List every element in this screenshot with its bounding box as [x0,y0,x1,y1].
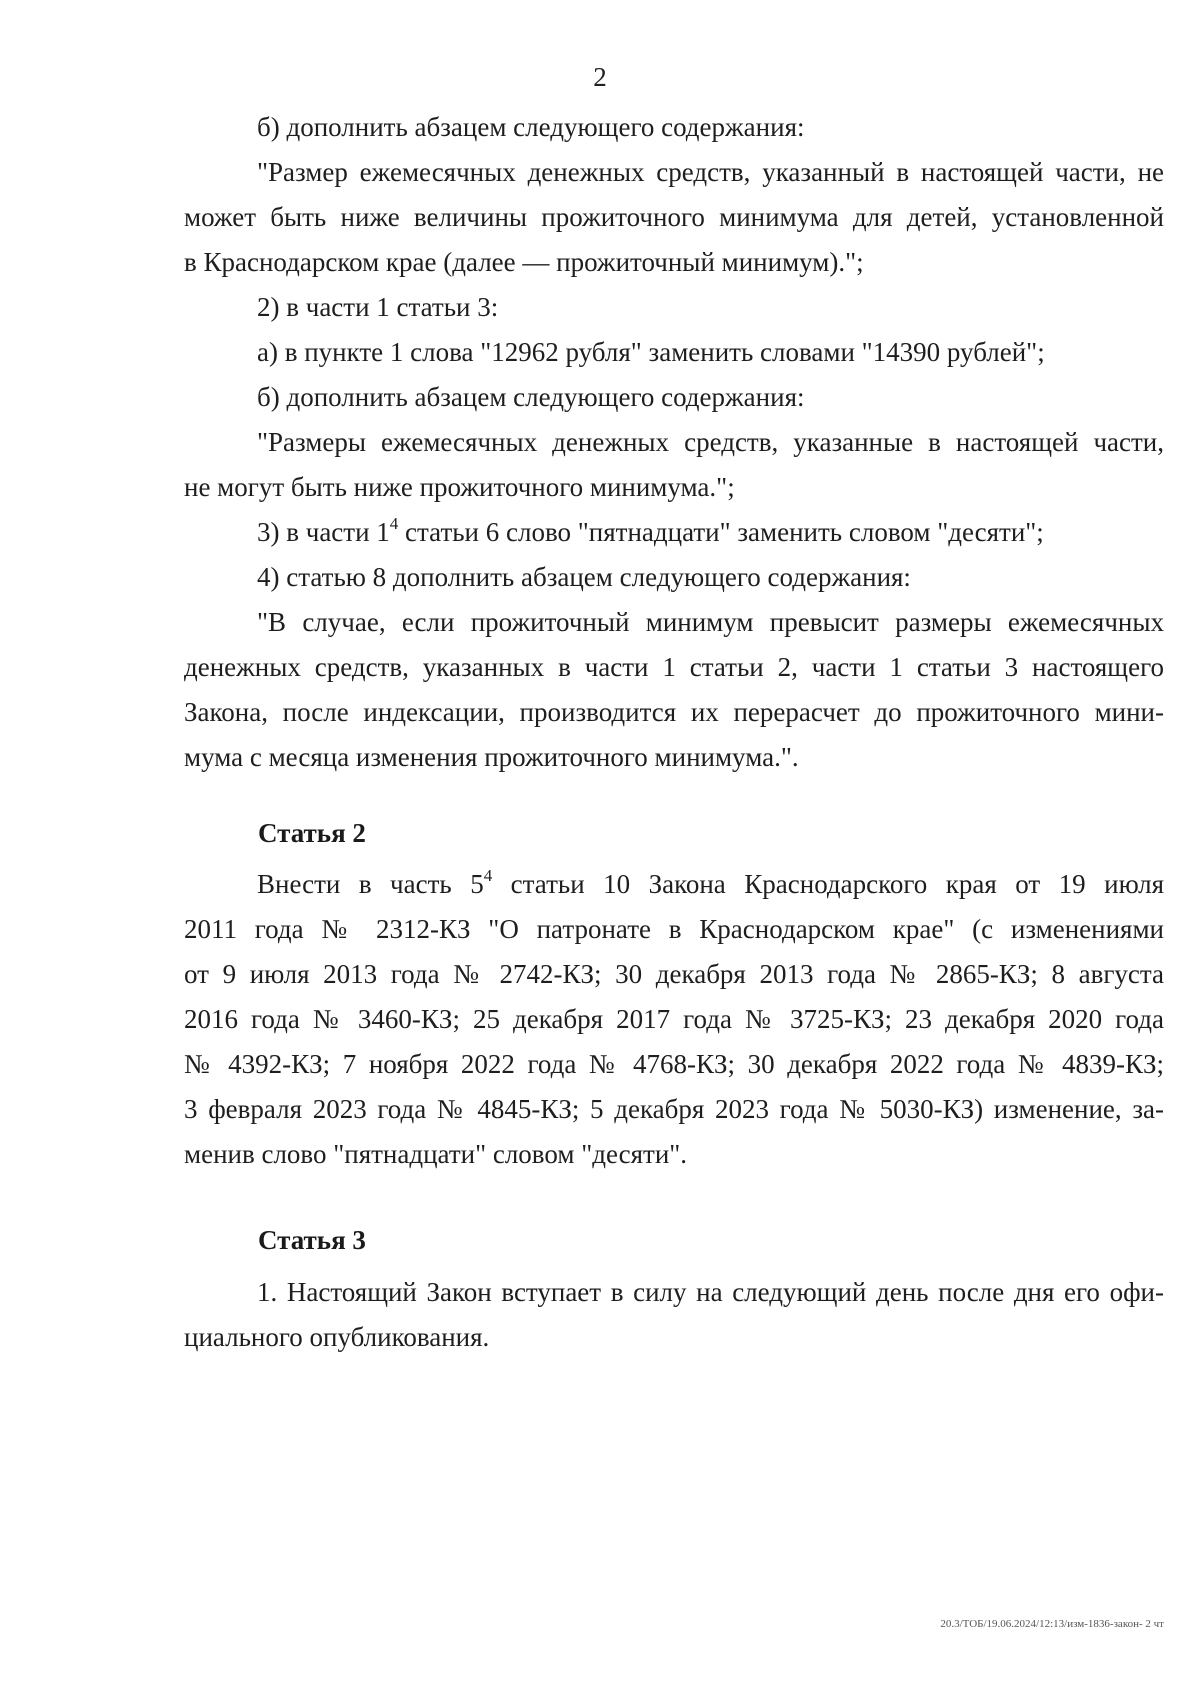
article2-line-6: 3 февраля 2023 года № 4845-КЗ; 5 декабря 2023 года № 5030-КЗ) изменение, за- [184,1094,1164,1124]
article1-continuation [184,105,1164,780]
quote3-line-1: "В случае, если прожиточный минимум превысит размеры ежемесячных [257,607,1164,637]
paragraph-b-addition-1: б) дополнить абзацем следующего содержания: [257,112,805,142]
paragraph-b-addition-2: б) дополнить абзацем следующего содержания: [257,382,805,412]
paragraph-item-2: 2) в части 1 статьи 3: [257,292,499,322]
quote3-line-3: Закона, после индексации, производится их перерасчет до прожиточного мини- [184,697,1164,727]
article3-line-2: циального опубликования. [184,1322,490,1352]
item3-superscript: 4 [389,514,399,533]
article2-line-5: № 4392-КЗ; 7 ноября 2022 года № 4768-КЗ; 30 декабря 2022 года № 4839-КЗ; [184,1049,1164,1079]
item3-text-after: статьи 6 слово "пятнадцати" заменить словом "десяти"; [398,517,1044,547]
quote3-line-2: денежных средств, указанных в части 1 статьи 2, части 1 статьи 3 настоящего [184,652,1164,682]
article2-line-3: от 9 июля 2013 года № 2742-КЗ; 30 декабря 2013 года № 2865-КЗ; 8 августа [184,959,1164,989]
article3-line-1: 1. Настоящий Закон вступает в силу на следующий день после дня его офи- [257,1277,1164,1307]
article2-superscript: 4 [483,866,493,885]
quote-line-1: "Размер ежемесячных денежных средств, указанный в настоящей части, не [257,157,1164,187]
article2-heading: Статья 2 [258,818,366,848]
paragraph-item-2a: а) в пункте 1 слова "12962 рубля" заменить словами "14390 рублей"; [257,337,1045,367]
footer-reference: 20.3/ТОБ/19.06.2024/12:13/изм-1836-закон- 2 чт [940,1618,1164,1630]
article3-heading: Статья 3 [258,1225,366,1255]
article2-body [184,862,1164,1177]
article3-body [184,1270,1164,1360]
quote-line-3: в Краснодарском крае (далее — прожиточный минимум)."; [184,247,864,277]
article2-line-7: менив слово "пятнадцати" словом "десяти". [184,1139,688,1169]
quote3-line-4: мума с месяца изменения прожиточного минимума.". [184,742,799,772]
item3-text-before: 3) в части 1 [257,517,390,547]
quote2-line-2: не могут быть ниже прожиточного минимума."; [184,472,735,502]
paragraph-item-3 [184,510,1164,555]
article2-text-before: Внести в часть 5 [257,869,484,899]
paragraph-item-4: 4) статью 8 дополнить абзацем следующего содержания: [257,562,911,592]
article2-line-4: 2016 года № 3460-КЗ; 25 декабря 2017 года № 3725-КЗ; 23 декабря 2020 года [184,1004,1164,1034]
article2-line-2: 2011 года № 2312-КЗ "О патронате в Краснодарском крае" (с изменениями [184,914,1164,944]
article2-text-after: статьи 10 Закона Краснодарского края от 19 июля [492,869,1164,899]
page-number: 2 [593,62,607,92]
article2-line-1 [184,862,1164,907]
quote2-line-1: "Размеры ежемесячных денежных средств, указанные в настоящей части, [257,427,1164,457]
quote-line-2: может быть ниже величины прожиточного минимума для детей, установленной [184,202,1164,232]
